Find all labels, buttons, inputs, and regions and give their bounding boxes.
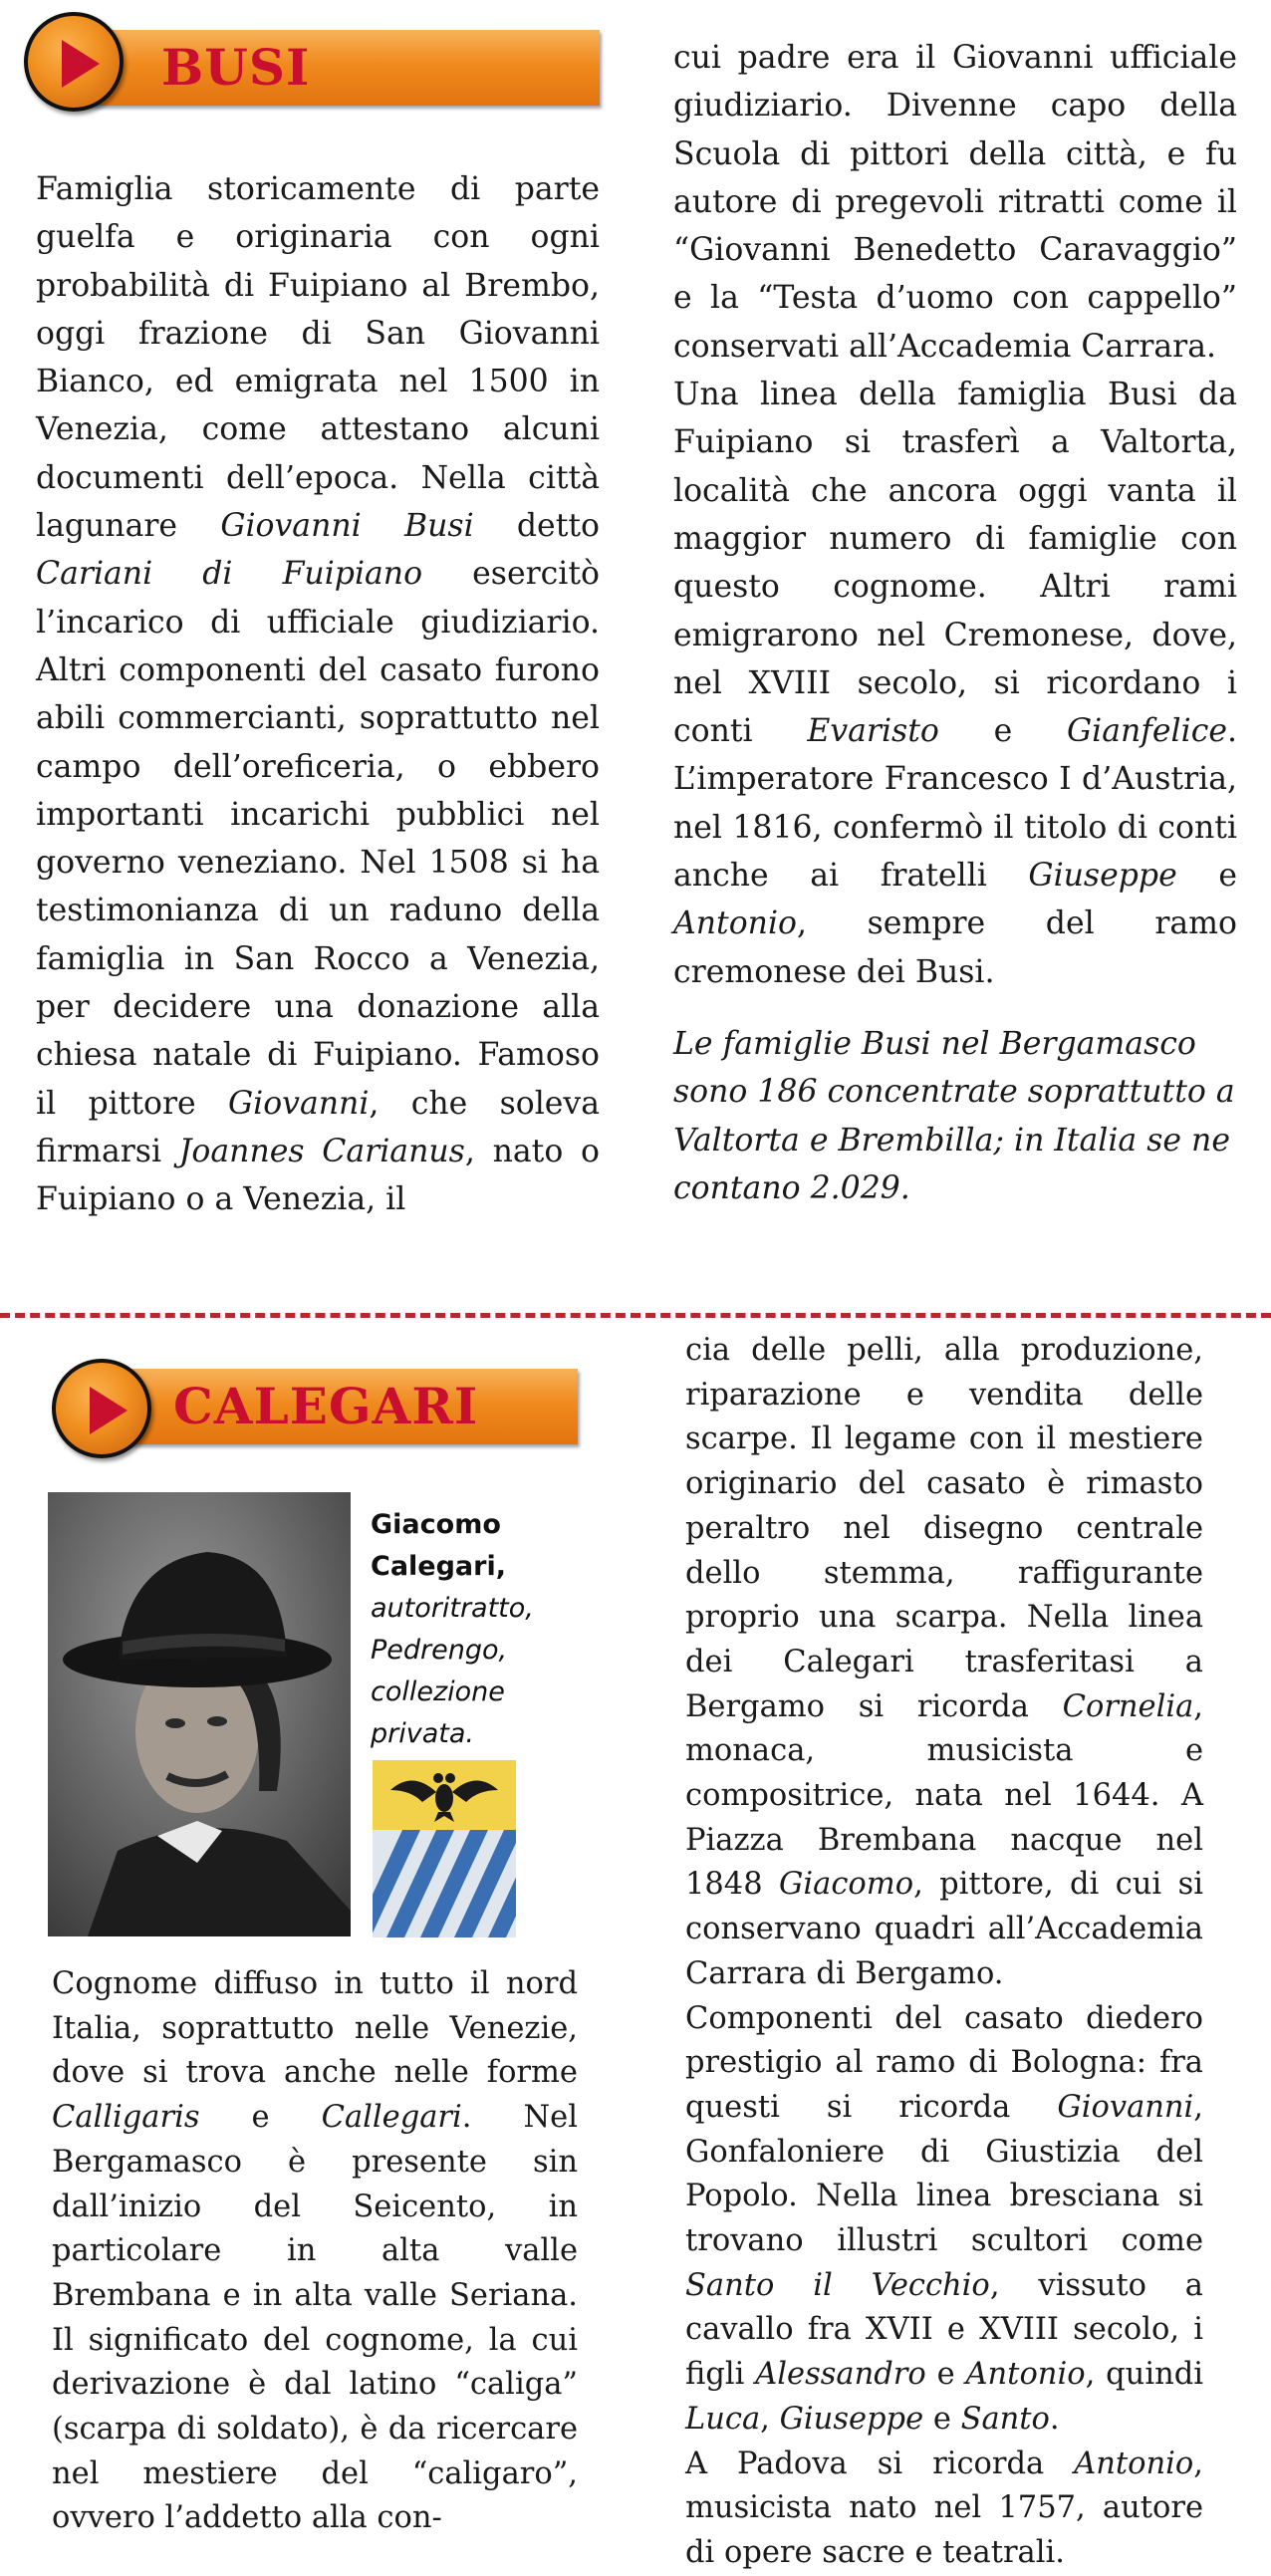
calegari-paragraph-2: cia delle pelli, alla produzione, riparazione e vendita delle scarpe. Il legame con il mestiere originario del casato è rimasto peraltro nel disegno centrale dello stemma, raffigurante proprio una scarpa. Nella linea dei Calegari trasferitasi a Bergamo si ricorda Cornelia, monaca, musicista e compositrice, nata nel 1644. A Piazza Brembana nacque nel 1848 Giacomo, pittore, di cui si conservano quadri all’Accademia Carrara di Bergamo. <box>685 1333 1203 1991</box>
calegari-paragraph-1: Cognome diffuso in tutto il nord Italia, soprattutto nelle Venezie, dove si trova anche nelle forme Calligaris e Callegari. Nel Bergamasco è presente sin dall’inizio del Seicento, in particolare in alta valle Brembana e in alta valle Seriana. Il significato del cognome, la cui derivazione è dal latino “caliga” (scarpa di soldato), è da ricercare nel mestiere del “caligaro”, ovvero l’addetto alla con- <box>52 1966 578 2536</box>
calegari-left-column <box>52 1962 578 2541</box>
busi-right-column <box>673 34 1237 1212</box>
calegari-section <box>0 1325 1271 2570</box>
calegari-right-column <box>685 1329 1203 2576</box>
busi-paragraph-3: Una linea della famiglia Busi da Fuipiano si trasferì a Valtorta, località che ancora oggi vanta il maggior numero di famiglie con questo cognome. Altri rami emigrarono nel Cremonese, dove, nel XVIII secolo, si ricordano i conti Evaristo e Gianfelice. L’imperatore Francesco I d’Austria, nel 1816, confermò il titolo di conti anche ai fratelli Giuseppe e Antonio, sempre del ramo cremonese dei Busi. <box>673 377 1238 990</box>
caption-description: autoritratto, Pedrengo, collezione privata. <box>371 1593 534 1749</box>
section-divider <box>0 1313 1271 1318</box>
coat-of-arms-image <box>373 1760 516 1937</box>
calegari-paragraph-4: A Padova si ricorda Antonio, musicista nato nel 1757, autore di opere sacre e teatrali. <box>685 2446 1203 2570</box>
busi-banner <box>70 30 600 106</box>
play-icon <box>52 1359 151 1458</box>
portrait-photo <box>48 1492 351 1936</box>
busi-statistics-note: Le famiglie Busi nel Bergamasco sono 186 concentrate soprattutto a Valtorta e Brembilla; in Italia se ne contano 2.029. <box>673 1025 1235 1206</box>
caption-name: Giacomo Calegari, <box>371 1509 506 1582</box>
busi-paragraph-1: Famiglia storicamente di parte guelfa e originaria con ogni probabilità di Fuipiano al Brembo, oggi frazione di San Giovanni Bianco, ed emigrata nel 1500 in Venezia, come attestano alcuni documenti dell’epoca. Nella città lagunare Giovanni Busi detto Cariani di Fuipiano esercitò l’incarico di ufficiale giudiziario. Altri componenti del casato furono abili commercianti, soprattutto nel campo dell’oreficeria, o ebbero importanti incarichi pubblici nel governo veneziano. Nel 1508 si ha testimonianza di un raduno della famiglia in San Rocco a Venezia, per decidere una donazione alla chiesa natale di Fuipiano. Famoso il pittore Giovanni, che soleva firmarsi Joannes Carianus, nato o Fuipiano o a Venezia, il <box>36 171 600 1218</box>
play-icon <box>24 12 124 112</box>
calegari-title: CALEGARI <box>173 1377 479 1435</box>
busi-paragraph-2: cui padre era il Giovanni ufficiale giudiziario. Divenne capo della Scuola di pittori della città, e fu autore di pregevoli ritratti come il “Giovanni Benedetto Caravaggio” e la “Testa d’uomo con cappello” conservati all’Accademia Carrara. <box>673 40 1237 365</box>
portrait-caption <box>371 1504 534 1755</box>
calegari-paragraph-3: Componenti del casato diedero prestigio al ramo di Bologna: fra questi si ricorda Giovanni, Gonfaloniere di Giustizia del Popolo. Nella linea bresciana si trovano illustri scultori come Santo il Vecchio, vissuto a cavallo fra XVII e XVIII secolo, i figli Alessandro e Antonio, quindi Luca, Giuseppe e Santo. <box>685 2000 1203 2437</box>
busi-left-column <box>36 165 600 1224</box>
busi-title: BUSI <box>161 38 311 97</box>
calegari-banner <box>98 1369 578 1444</box>
